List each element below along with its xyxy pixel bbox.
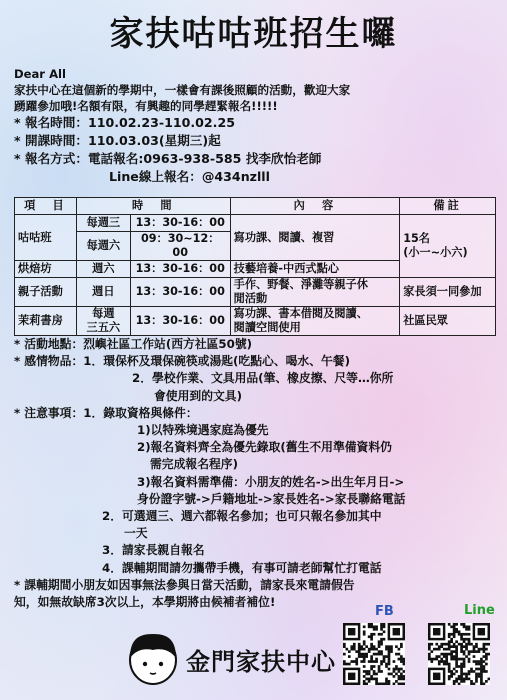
row-day bbox=[76, 307, 130, 336]
child-face-logo bbox=[126, 628, 180, 692]
day-line-2: 三五六 bbox=[86, 321, 121, 334]
caution-item: 2)報名資料齊全為優先錄取(舊生不用準備資料仍 bbox=[137, 440, 392, 455]
row-content bbox=[230, 307, 400, 336]
line-label: Line bbox=[464, 603, 495, 618]
row-time: 13：30-16：00 bbox=[130, 278, 230, 307]
caution-item: 4．課輔期間請勿攜帶手機，有事可請老師幫忙打電話 bbox=[102, 560, 382, 575]
supplies-3: 會使用到的文具) bbox=[154, 388, 242, 403]
row-day: 週六 bbox=[76, 261, 130, 278]
row-day: 週日 bbox=[76, 278, 130, 307]
row-note bbox=[400, 215, 496, 278]
row-note: 社區民眾 bbox=[400, 307, 496, 336]
header-time: 時 間 bbox=[76, 198, 230, 215]
row-item: 親子活動 bbox=[15, 278, 77, 307]
row-item: 茉莉書房 bbox=[15, 307, 77, 336]
row-time: 13：30-16：00 bbox=[130, 307, 230, 336]
info-section bbox=[14, 114, 321, 186]
notes-section bbox=[14, 336, 502, 611]
table-row bbox=[15, 278, 496, 307]
row-day: 每週三 bbox=[76, 215, 130, 232]
caution-item: 身份證字號->戶籍地址->家長姓名->家長聯絡電話 bbox=[137, 491, 406, 506]
caution-item: 一天 bbox=[124, 526, 148, 541]
row-item: 烘焙坊 bbox=[15, 261, 77, 278]
fb-qr-code-icon[interactable] bbox=[343, 623, 405, 685]
supplies-2: 2．學校作業、文具用品(筆、橡皮擦、尺等…你所 bbox=[132, 371, 394, 386]
class-start-time: * 開課時間：110.03.03(星期三)起 bbox=[14, 133, 221, 148]
registration-method: * 報名方式：電話報名:0963-938-585 找李欣怡老師 bbox=[14, 151, 322, 166]
caution-item: 3．請家長親自報名 bbox=[102, 543, 205, 558]
supplies-1: * 感情物品：1．環保杯及環保碗筷或湯匙(吃點心、喝水、午餐) bbox=[14, 354, 350, 369]
page-title: 家扶咕咕班招生囉 bbox=[109, 14, 398, 54]
content-line-2: 閱讀空間使用 bbox=[233, 321, 301, 334]
intro-line-1: 家扶中心在這個新的學期中，一樣會有課後照顧的活動，歡迎大家 bbox=[14, 83, 351, 97]
header-content: 內 容 bbox=[230, 198, 400, 215]
caution-item: 2．可選週三、週六都報名參加；也可只報名參加其中 bbox=[102, 509, 382, 524]
line-qr-code-icon[interactable] bbox=[428, 623, 490, 685]
table-row bbox=[15, 307, 496, 336]
table-header-row bbox=[15, 198, 496, 215]
content-line-1: 寫功課、書本借閱及閱讀、 bbox=[233, 307, 368, 320]
caution-item: 1)以特殊境遇家庭為優先 bbox=[137, 423, 269, 438]
row-content bbox=[230, 278, 400, 307]
caution-heading: * 注意事項：1．錄取資格與條件： bbox=[14, 405, 198, 420]
schedule-table bbox=[14, 197, 496, 336]
caution-item: 3)報名資料需準備：小朋友的姓名->出生年月日-> bbox=[137, 474, 405, 489]
row-note: 家長須一同參加 bbox=[400, 278, 496, 307]
fb-label: FB bbox=[375, 604, 394, 619]
intro-line-2: 踴躍參加哦!名額有限，有興趣的同學趕緊報名!!!!! bbox=[14, 99, 278, 113]
intro-section bbox=[14, 66, 499, 114]
day-line-1: 每週 bbox=[92, 307, 115, 320]
content-line-2: 閒活動 bbox=[233, 292, 268, 305]
registration-time: * 報名時間：110.02.23-110.02.25 bbox=[14, 115, 235, 130]
absence-note-2: 知，如無故缺席3次以上，本學期將由候補者補位! bbox=[14, 595, 276, 610]
row-time: 09：30~12：00 bbox=[130, 232, 230, 261]
header-note: 備註 bbox=[400, 198, 496, 215]
row-content: 寫功課、閱讀、複習 bbox=[230, 215, 400, 261]
row-time: 13：30-16：00 bbox=[130, 215, 230, 232]
absence-note-1: * 課輔期間小朋友如因事無法參與日當天活動，請家長來電請假告 bbox=[14, 577, 355, 592]
note-quota: 15名 bbox=[403, 232, 430, 245]
activity-location: * 活動地點：烈嶼社區工作站(西方社區50號) bbox=[14, 337, 253, 351]
line-registration: Line線上報名：@434nzlll bbox=[109, 169, 270, 184]
header-item: 項 目 bbox=[15, 198, 77, 215]
content-line-1: 手作、野餐、淨灘等親子休 bbox=[233, 278, 368, 291]
org-name: 金門家扶中心 bbox=[186, 648, 336, 676]
row-item: 咕咕班 bbox=[15, 215, 77, 261]
row-day: 每週六 bbox=[76, 232, 130, 261]
greeting: Dear All bbox=[14, 67, 66, 81]
caution-item: 需完成報名程序) bbox=[150, 457, 238, 472]
table-row bbox=[15, 215, 496, 232]
row-time: 13：30-16：00 bbox=[130, 261, 230, 278]
note-grades: (小一~小六) bbox=[403, 246, 468, 259]
row-content: 技藝培養-中西式點心 bbox=[230, 261, 400, 278]
